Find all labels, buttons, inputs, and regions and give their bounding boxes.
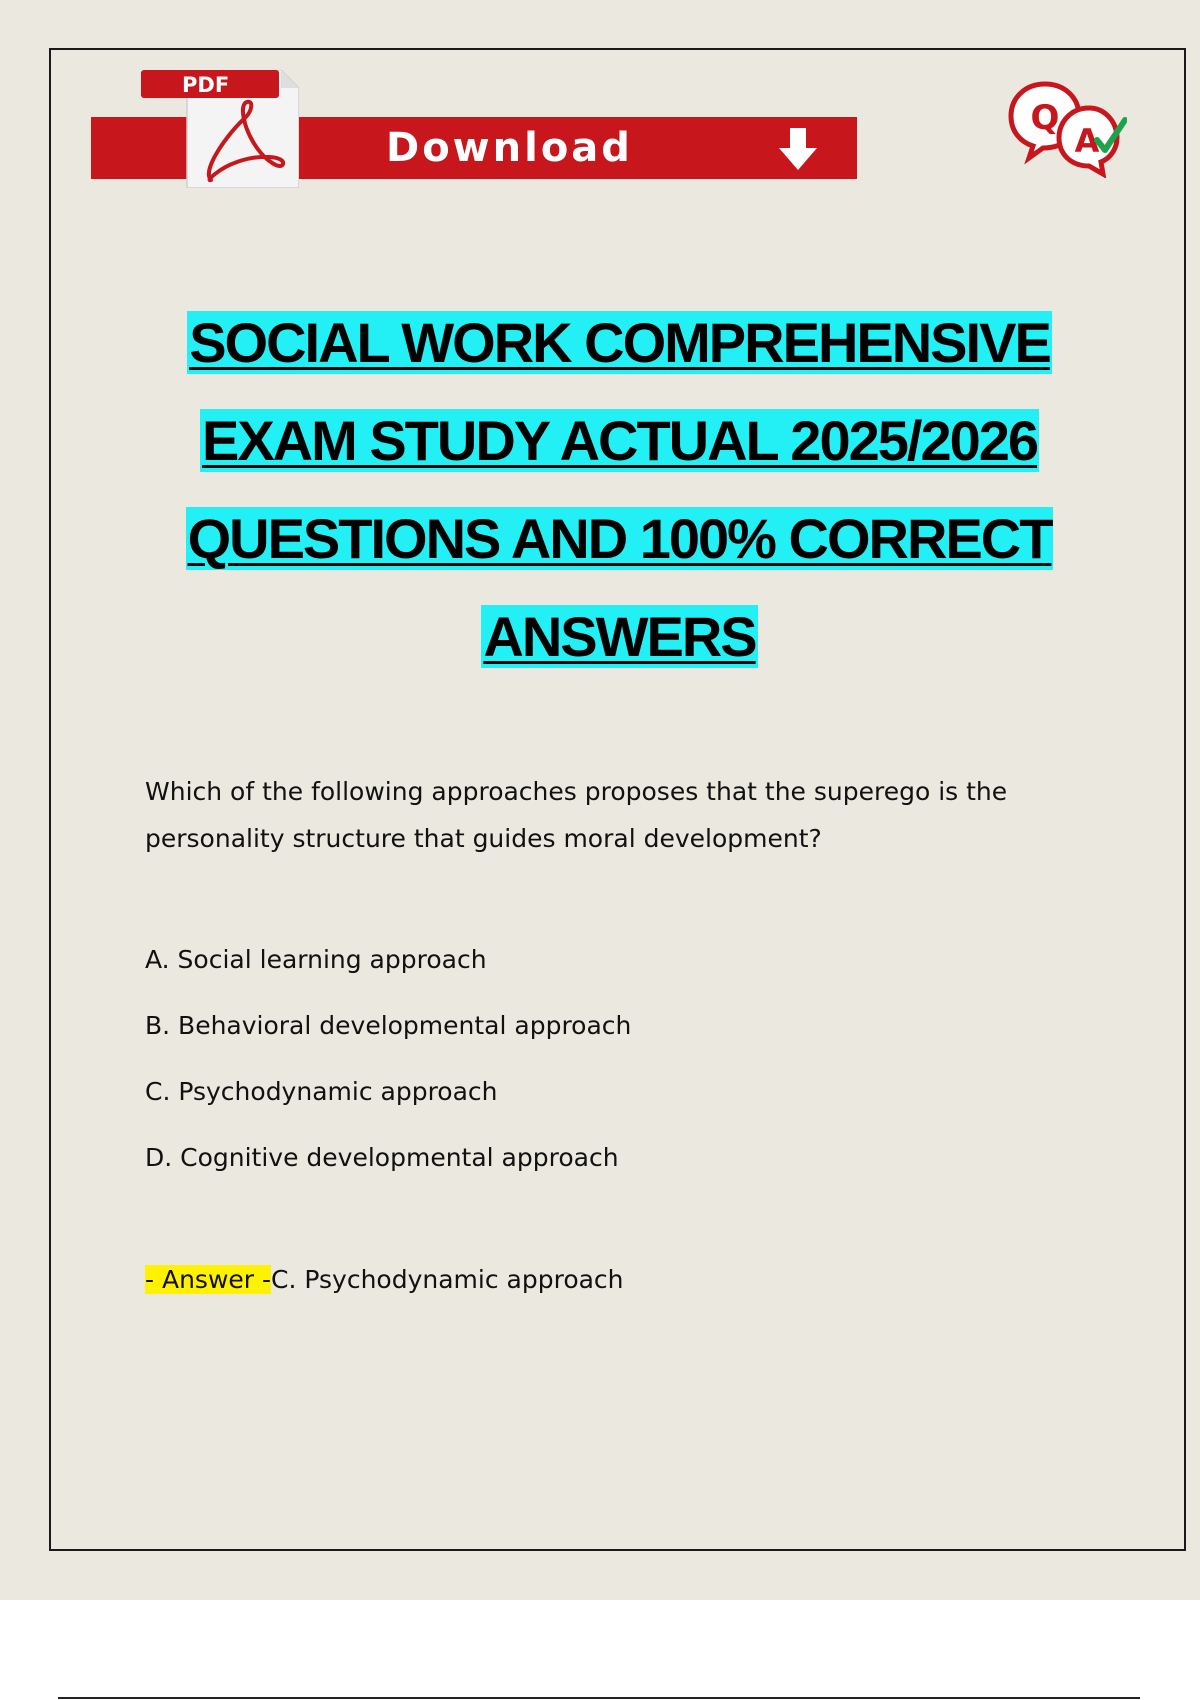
correct-answer (145, 1260, 624, 1300)
answer-options (145, 940, 631, 1204)
page-divider (58, 1697, 1140, 1699)
qa-logo (1007, 78, 1127, 178)
down-arrow-icon (775, 126, 821, 172)
option-d: D. Cognitive developmental approach (145, 1143, 619, 1172)
option-c: C. Psychodynamic approach (145, 1077, 498, 1106)
title-line-3: QUESTIONS AND 100% CORRECT (187, 507, 1052, 570)
pdf-tag-label: PDF (182, 73, 230, 97)
title-line-1: SOCIAL WORK COMPREHENSIVE (189, 311, 1050, 374)
document-frame (49, 48, 1186, 1551)
q-letter: Q (1030, 98, 1060, 138)
question-text: Which of the following approaches proposes that the superego is the personality structure that guides moral development? (145, 777, 1008, 853)
title-line-2: EXAM STUDY ACTUAL 2025/2026 (201, 409, 1038, 472)
option-b: B. Behavioral developmental approach (145, 1011, 632, 1040)
download-label: Download (386, 125, 633, 171)
document-title (51, 294, 1188, 686)
pdf-download-banner[interactable] (91, 64, 911, 194)
title-line-4: ANSWERS (483, 605, 756, 668)
a-letter: A (1074, 122, 1100, 160)
pdf-file-icon (141, 70, 299, 188)
answer-prefix: - Answer - (145, 1265, 272, 1294)
answer-text: C. Psychodynamic approach (271, 1265, 624, 1294)
option-a: A. Social learning approach (145, 945, 487, 974)
